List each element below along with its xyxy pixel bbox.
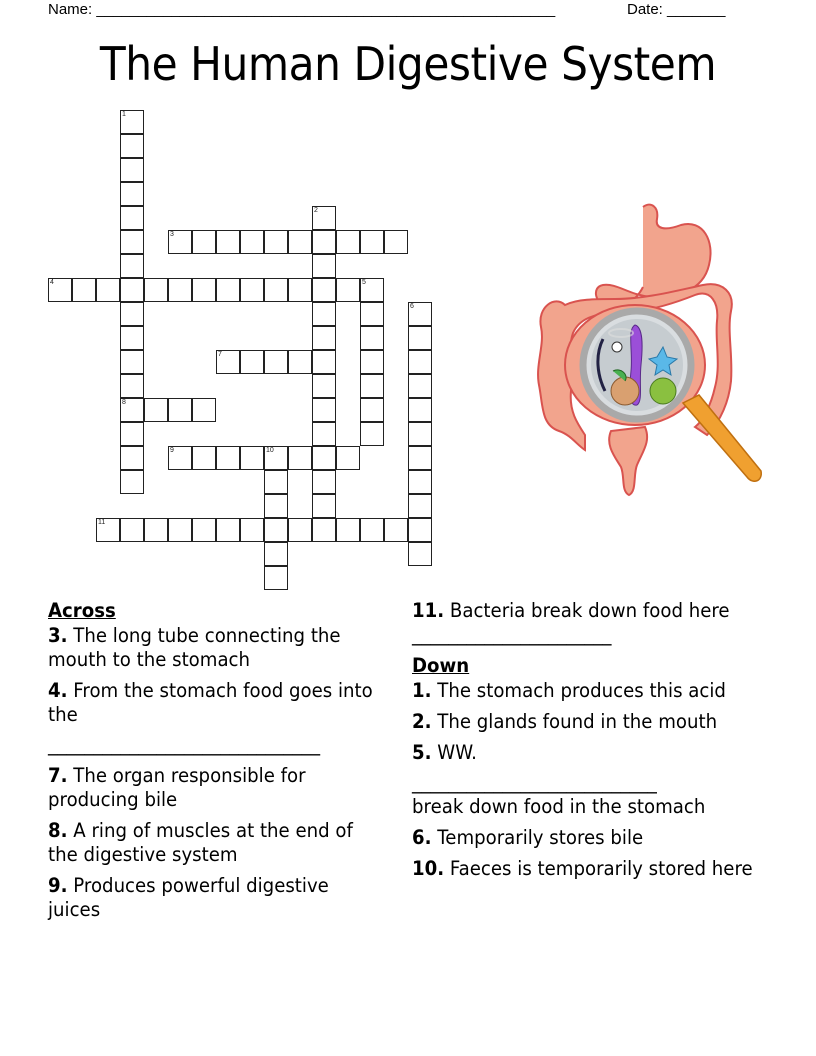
clue-across-8: 8. A ring of muscles at the end of the digestive system [48, 819, 353, 866]
clue-number: 6 [410, 303, 414, 310]
grid-cell[interactable] [120, 326, 144, 350]
grid-cell[interactable] [216, 278, 240, 302]
grid-cell[interactable] [264, 470, 288, 494]
grid-cell[interactable] [240, 518, 264, 542]
clue-number: 3 [170, 231, 174, 238]
grid-cell[interactable] [192, 446, 216, 470]
grid-cell[interactable] [72, 278, 96, 302]
grid-cell[interactable] [120, 278, 144, 302]
grid-cell[interactable] [288, 230, 312, 254]
grid-cell[interactable] [240, 278, 264, 302]
grid-cell[interactable] [336, 278, 360, 302]
grid-cell[interactable] [240, 350, 264, 374]
grid-cell[interactable] [264, 518, 288, 542]
grid-cell[interactable] [312, 254, 336, 278]
clue-across-9: 9. Produces powerful digestive juices [48, 874, 329, 921]
grid-cell[interactable] [408, 518, 432, 542]
grid-cell[interactable] [120, 182, 144, 206]
grid-cell[interactable] [288, 278, 312, 302]
grid-cell[interactable] [192, 398, 216, 422]
grid-cell[interactable] [264, 542, 288, 566]
clue-number: 11 [98, 519, 106, 526]
grid-cell[interactable] [120, 254, 144, 278]
grid-cell[interactable] [120, 398, 144, 422]
grid-cell[interactable] [96, 518, 120, 542]
grid-cell[interactable] [216, 350, 240, 374]
grid-cell[interactable] [384, 518, 408, 542]
clue-number: 4 [50, 279, 54, 286]
grid-cell[interactable] [360, 350, 384, 374]
grid-cell[interactable] [408, 374, 432, 398]
clue-number: 7 [218, 351, 222, 358]
grid-cell[interactable] [408, 326, 432, 350]
grid-cell[interactable] [336, 230, 360, 254]
grid-cell[interactable] [360, 374, 384, 398]
clue-number: 10 [266, 447, 274, 454]
grid-cell[interactable] [192, 518, 216, 542]
grid-cell[interactable] [120, 134, 144, 158]
grid-cell[interactable] [312, 470, 336, 494]
clue-number: 5 [362, 279, 366, 286]
grid-cell[interactable] [408, 494, 432, 518]
grid-cell[interactable] [312, 350, 336, 374]
grid-cell[interactable] [360, 518, 384, 542]
grid-cell[interactable] [264, 494, 288, 518]
date-field[interactable] [627, 0, 725, 20]
grid-cell[interactable] [144, 278, 168, 302]
grid-cell[interactable] [168, 446, 192, 470]
clue-across-3: 3. The long tube connecting the mouth to the stomach [48, 624, 341, 671]
grid-cell[interactable] [120, 302, 144, 326]
grid-cell[interactable] [312, 278, 336, 302]
grid-cell[interactable] [360, 230, 384, 254]
clue-down-2: 2. The glands found in the mouth [412, 710, 718, 733]
grid-cell[interactable] [120, 518, 144, 542]
name-line[interactable]: _______________________________________________________ [96, 1, 556, 18]
clue-across-4: 4. From the stomach food goes into the ______________________________ [48, 679, 383, 757]
grid-cell[interactable] [120, 206, 144, 230]
grid-cell[interactable] [216, 446, 240, 470]
across-clues [48, 599, 383, 929]
clue-down-1: 1. The stomach produces this acid [412, 679, 726, 702]
grid-cell[interactable] [360, 398, 384, 422]
clue-number: 1 [122, 111, 126, 118]
grid-cell[interactable] [312, 374, 336, 398]
grid-cell[interactable] [120, 230, 144, 254]
grid-cell[interactable] [120, 374, 144, 398]
grid-cell[interactable] [384, 230, 408, 254]
clue-down-6: 6. Temporarily stores bile [412, 826, 644, 849]
grid-cell[interactable] [168, 518, 192, 542]
grid-cell[interactable] [312, 230, 336, 254]
grid-cell[interactable] [264, 278, 288, 302]
grid-cell[interactable] [408, 398, 432, 422]
name-label: Name: [48, 1, 97, 18]
grid-cell[interactable] [120, 158, 144, 182]
clue-number: 2 [314, 207, 318, 214]
grid-cell[interactable] [168, 230, 192, 254]
name-field[interactable] [48, 0, 555, 20]
grid-cell[interactable] [408, 542, 432, 566]
grid-cell[interactable] [288, 350, 312, 374]
grid-cell[interactable] [120, 446, 144, 470]
grid-cell[interactable] [168, 398, 192, 422]
date-line[interactable]: _______ [667, 1, 726, 18]
clue-across-7: 7. The organ responsible for producing bile [48, 764, 306, 811]
grid-cell[interactable] [408, 422, 432, 446]
grid-cell[interactable] [336, 446, 360, 470]
grid-cell[interactable] [144, 398, 168, 422]
grid-cell[interactable] [264, 230, 288, 254]
grid-cell[interactable] [312, 518, 336, 542]
clue-across-11: 11. Bacteria break down food here ______________________ [412, 599, 730, 646]
clue-number: 8 [122, 399, 126, 406]
grid-cell[interactable] [48, 278, 72, 302]
clue-down-10: 10. Faeces is temporarily stored here [412, 857, 753, 880]
page-title: The Human Digestive System [99, 37, 717, 91]
grid-cell[interactable] [144, 518, 168, 542]
grid-cell[interactable] [288, 518, 312, 542]
answer-blank: ______________________________ [48, 733, 321, 756]
grid-cell[interactable] [264, 566, 288, 590]
grid-cell[interactable] [312, 326, 336, 350]
grid-cell[interactable] [120, 350, 144, 374]
grid-cell[interactable] [120, 470, 144, 494]
answer-blank: ___________________________ [412, 771, 657, 794]
grid-cell[interactable] [120, 422, 144, 446]
clue-down-5: 5. WW. ___________________________ break down food in the stomach [412, 741, 761, 819]
grid-cell[interactable] [96, 278, 120, 302]
grid-cell[interactable] [360, 422, 384, 446]
grid-cell[interactable] [120, 110, 144, 134]
grid-cell[interactable] [288, 446, 312, 470]
grid-cell[interactable] [360, 278, 384, 302]
grid-cell[interactable] [312, 398, 336, 422]
grid-cell[interactable] [408, 302, 432, 326]
across-heading: Across [48, 599, 116, 622]
down-heading: Down [412, 654, 470, 677]
down-clues [412, 599, 761, 888]
grid-cell[interactable] [216, 518, 240, 542]
date-label: Date: [627, 1, 668, 18]
grid-cell[interactable] [336, 518, 360, 542]
grid-cell[interactable] [408, 350, 432, 374]
grid-cell[interactable] [240, 230, 264, 254]
grid-cell[interactable] [240, 446, 264, 470]
grid-cell[interactable] [312, 206, 336, 230]
grid-cell[interactable] [312, 302, 336, 326]
grid-cell[interactable] [408, 470, 432, 494]
grid-cell[interactable] [216, 230, 240, 254]
grid-cell[interactable] [264, 446, 288, 470]
grid-cell[interactable] [312, 446, 336, 470]
digestive-system-illustration [525, 195, 770, 500]
grid-cell[interactable] [408, 446, 432, 470]
grid-cell[interactable] [312, 422, 336, 446]
grid-cell[interactable] [312, 494, 336, 518]
grid-cell[interactable] [264, 350, 288, 374]
digestive-illustration-icon [525, 195, 770, 500]
grid-cell[interactable] [360, 326, 384, 350]
grid-cell[interactable] [168, 278, 192, 302]
grid-cell[interactable] [192, 278, 216, 302]
grid-cell[interactable] [192, 230, 216, 254]
grid-cell[interactable] [360, 302, 384, 326]
clue-number: 9 [170, 447, 174, 454]
